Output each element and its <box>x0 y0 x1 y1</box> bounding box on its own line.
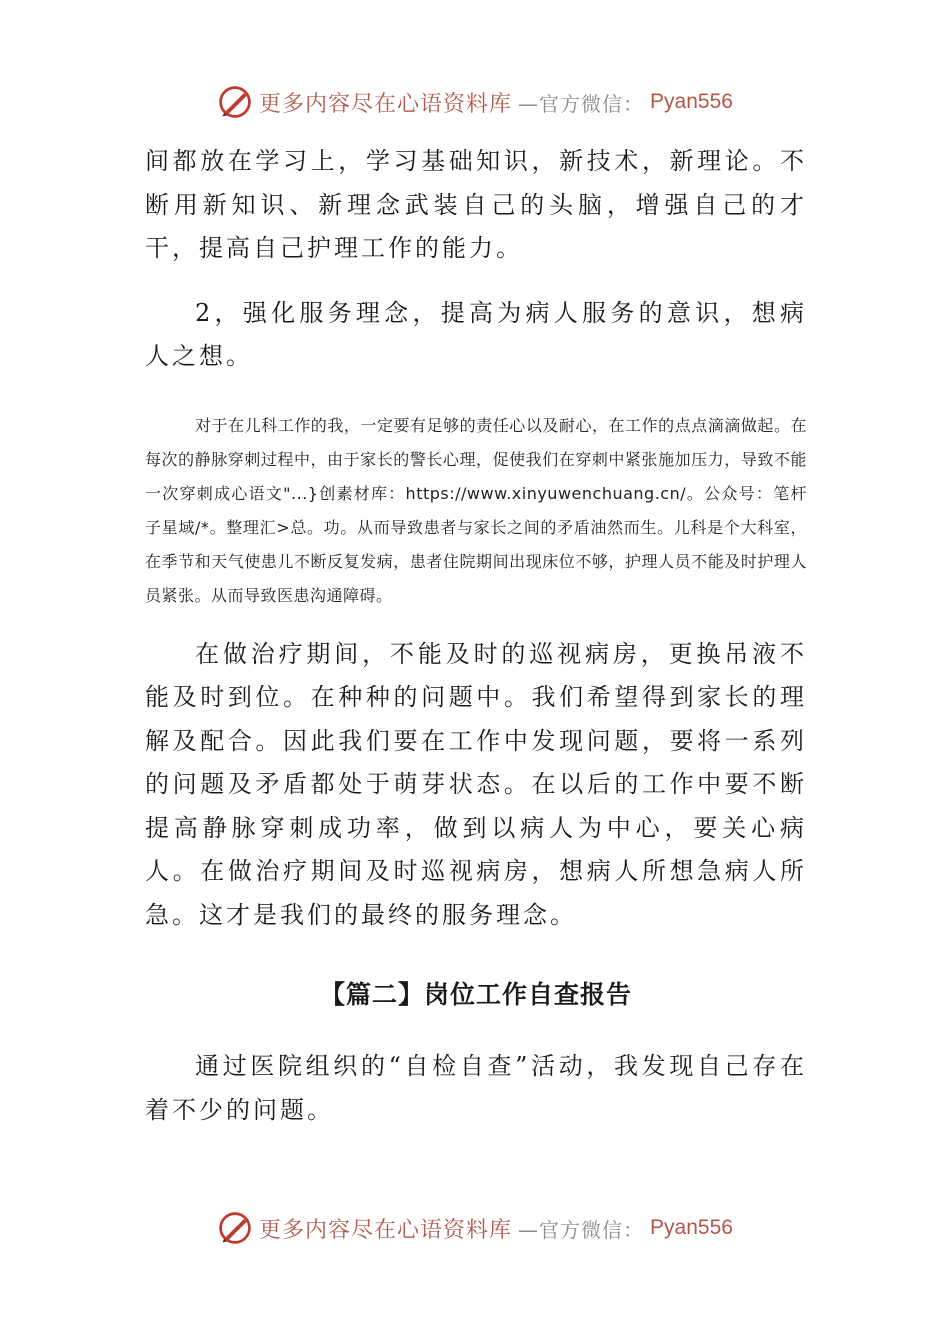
paragraph-point-2: 2，强化服务理念，提高为病人服务的意识，想病人之想。 <box>145 298 807 370</box>
paragraph-treatment: 在做治疗期间，不能及时的巡视病房，更换吊液不能及时到位。在种种的问题中。我们希望得到家长的理解及配合。因此我们要在工作中发现问题，要将一系列的问题及矛盾都处于萌芽状态。在以后的工作中要不断提高静脉穿刺成功率，做到以病人为中心，要关心病人。在做治疗期间及时巡视病房，想病人所想急病人所急。这才是我们的最终的服务理念。 <box>145 639 807 929</box>
watermark-wechat-id: Pyan556 <box>650 1216 733 1239</box>
watermark-text: 更多内容尽在心语资料库 <box>259 1217 513 1243</box>
paragraph-small-text: 对于在儿科工作的我，一定要有足够的责任心以及耐心，在工作的点点滴滴做起。在每次的静脉穿刺过程中，由于家长的警长心理，促使我们在穿刺中紧张施加压力，导致不能一次穿刺成心语文"...}创素材库：https://www.xinyuwenchuang.cn/。公众号：笔杆子星域/*。整理汇>总。功。从而导致患者与家长之间的矛盾油然而生。儿科是个大科室，在季节和天气使患儿不断反复发病，患者住院期间出现床位不够，护理人员不能及时护理人员紧张。从而导致医患沟通障碍。 <box>145 415 807 605</box>
watermark-text: 更多内容尽在心语资料库 <box>259 91 513 117</box>
document-body <box>145 140 807 1132</box>
section-heading: 【篇二】岗位工作自查报告 <box>319 980 632 1009</box>
footer-watermark <box>0 1208 950 1248</box>
watermark-wechat-id: Pyan556 <box>650 90 733 113</box>
header-watermark <box>0 82 950 122</box>
watermark-separator: —官方微信： <box>518 1217 645 1242</box>
paragraph-continuation: 间都放在学习上，学习基础知识，新技术，新理论。不断用新知识、新理念武装自己的头脑，增强自己的才干，提高自己护理工作的能力。 <box>145 147 807 262</box>
pen-logo-icon <box>217 1210 253 1246</box>
paragraph-intro: 通过医院组织的“自检自查”活动，我发现自己存在着不少的问题。 <box>145 1052 807 1124</box>
watermark-separator: —官方微信： <box>518 91 645 116</box>
pen-logo-icon <box>217 84 253 120</box>
